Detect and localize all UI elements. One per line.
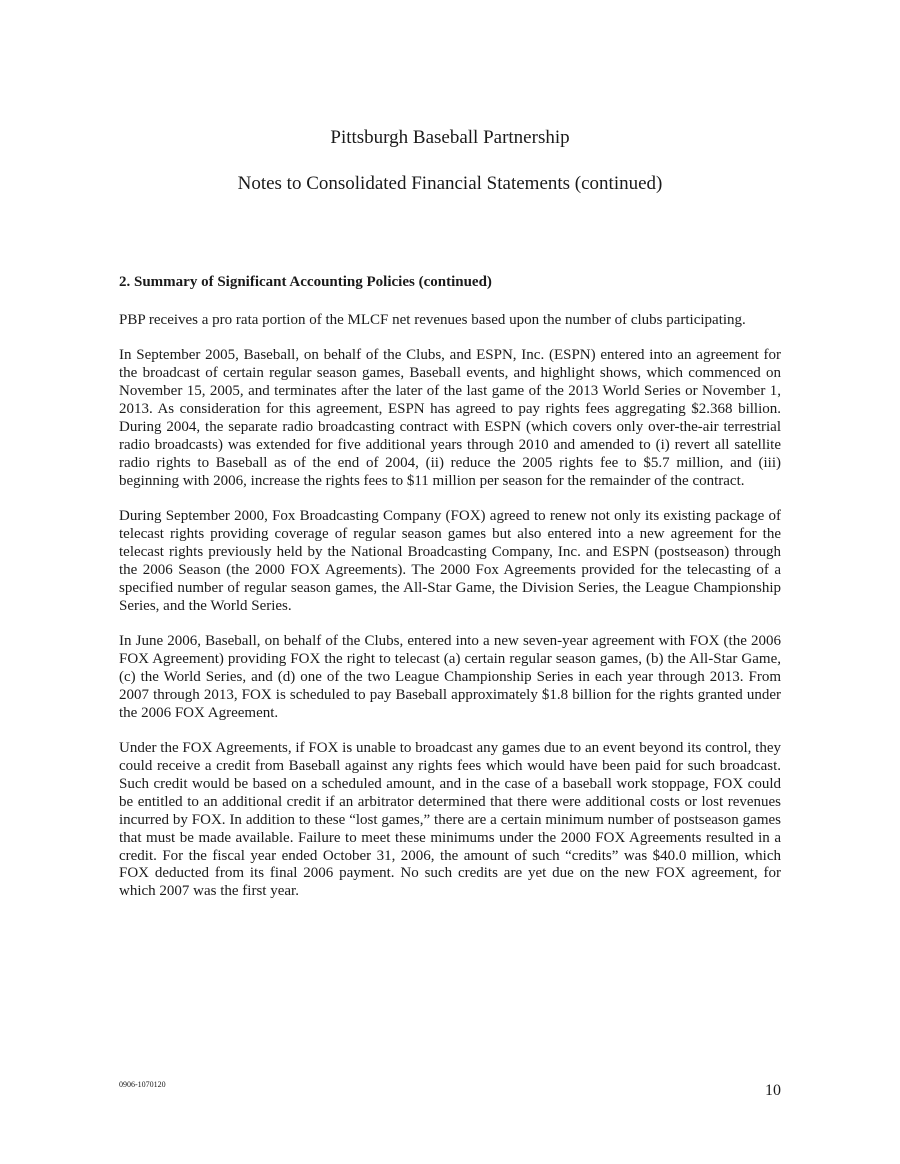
body-text	[119, 312, 781, 919]
footer-document-code: 0906-1070120	[119, 1080, 166, 1089]
paragraph-espn-agreement: In September 2005, Baseball, on behalf of the Clubs, and ESPN, Inc. (ESPN) entered into an agreement for the broadcast of certain regular season games, Baseball events, and highlight shows, which commenced on November 15, 2005, and terminates after the later of the last game of the 2013 World Series or November 1, 2013. As consideration for this agreement, ESPN has agreed to pay rights fees aggregating $2.368 billion. During 2004, the separate radio broadcasting contract with ESPN (which covers only over-the-air terrestrial radio broadcasts) was extended for five additional years through 2010 and amended to (i) revert all satellite radio rights to Baseball as of the end of 2004, (ii) reduce the 2005 rights fee to $5.7 million, and (iii) beginning with 2006, increase the rights fees to $11 million per season for the remainder of the contract.	[119, 347, 781, 489]
paragraph-mlcf-revenues: PBP receives a pro rata portion of the MLCF net revenues based upon the number of clubs participating.	[119, 312, 746, 328]
paragraph-fox-2000-agreements: During September 2000, Fox Broadcasting Company (FOX) agreed to renew not only its existing package of telecast rights providing coverage of regular season games but also entered into a new agreement for the telecast rights previously held by the National Broadcasting Company, Inc. and ESPN (postseason) through the 2006 Season (the 2000 FOX Agreements). The 2000 Fox Agreements provided for the telecasting of a specified number of regular season games, the All-Star Game, the Division Series, the League Championship Series, and the World Series.	[119, 508, 781, 614]
company-title: Pittsburgh Baseball Partnership	[330, 127, 570, 148]
document-subtitle: Notes to Consolidated Financial Statements (continued)	[237, 173, 663, 194]
page-number: 10	[765, 1082, 781, 1099]
section-heading: 2. Summary of Significant Accounting Policies (continued)	[119, 274, 492, 290]
paragraph-fox-2006-agreement: In June 2006, Baseball, on behalf of the Clubs, entered into a new seven-year agreement with FOX (the 2006 FOX Agreement) providing FOX the right to telecast (a) certain regular season games, (b) the All-Star Game, (c) the World Series, and (d) one of the two League Championship Series in each year through 2013. From 2007 through 2013, FOX is scheduled to pay Baseball approximately $1.8 billion for the rights granted under the 2006 FOX Agreement.	[119, 633, 781, 721]
paragraph-fox-credits: Under the FOX Agreements, if FOX is unable to broadcast any games due to an event beyond its control, they could receive a credit from Baseball against any rights fees which would have been paid for such broadcast. Such credit would be based on a scheduled amount, and in the case of a baseball work stoppage, FOX could be entitled to an additional credit if an arbitrator determined that there were additional costs or lost revenues incurred by FOX. In addition to these “lost games,” there are a certain minimum number of postseason games that must be made available. Failure to meet these minimums under the 2000 FOX Agreements resulted in a credit. For the fiscal year ended October 31, 2006, the amount of such “credits” was $40.0 million, which FOX deducted from its final 2006 payment. No such credits are yet due on the new FOX agreement, for which 2007 was the first year.	[119, 740, 781, 900]
